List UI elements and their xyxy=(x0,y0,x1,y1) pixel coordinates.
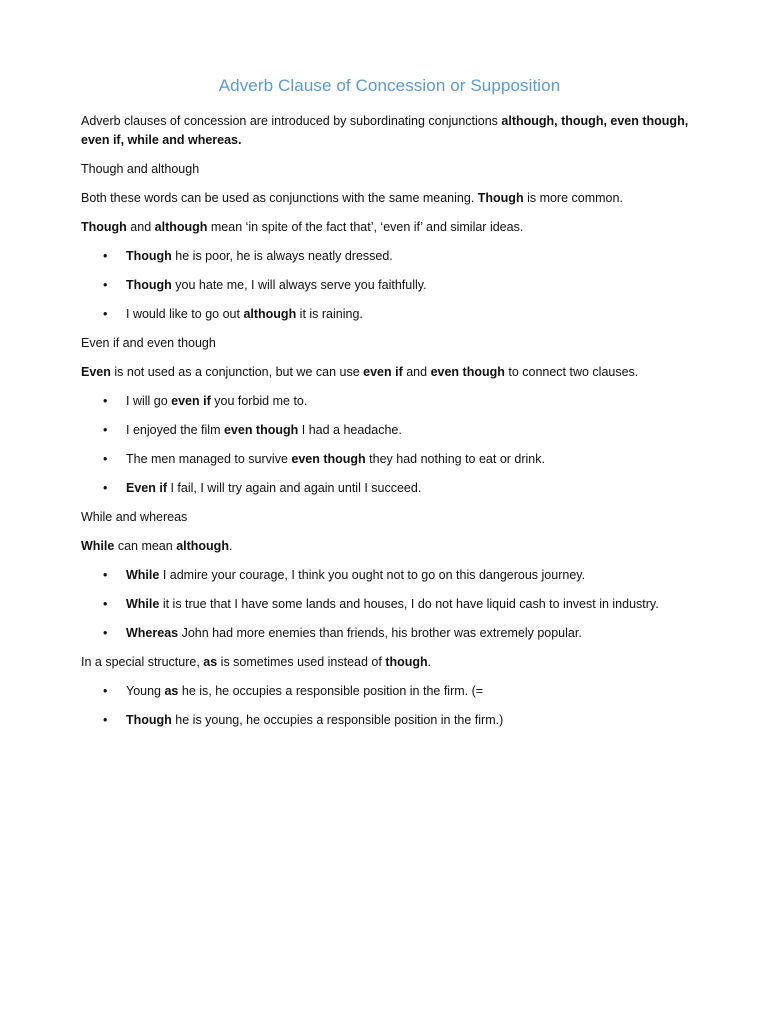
text-run: I will go xyxy=(126,394,172,408)
section-heading xyxy=(81,334,698,353)
bold-text: Though xyxy=(81,220,127,234)
bold-text: although xyxy=(176,539,229,553)
text-run: I would like to go out xyxy=(126,307,244,321)
bold-text: Though xyxy=(126,249,172,263)
list-item xyxy=(81,479,698,498)
list-item xyxy=(81,711,698,730)
bold-text: although, though, even though, even if, while and whereas. xyxy=(81,114,689,147)
list-item xyxy=(81,305,698,324)
bullet-list xyxy=(81,682,698,730)
text-run: I admire your courage, I think you ought not to go on this dangerous journey. xyxy=(159,568,586,582)
text-run: Though and although xyxy=(81,162,200,176)
list-item xyxy=(81,392,698,411)
bold-text: While xyxy=(126,597,160,611)
text-run: and xyxy=(126,220,155,234)
bold-text: While xyxy=(81,539,115,553)
paragraph xyxy=(81,189,698,208)
paragraph xyxy=(81,363,698,382)
text-run: they had nothing to eat or drink. xyxy=(365,452,545,466)
page-title: Adverb Clause of Concession or Supposition xyxy=(218,76,561,95)
text-run: In a special structure, xyxy=(81,655,204,669)
bold-text: although xyxy=(243,307,297,321)
text-run: John had more enemies than friends, his brother was extremely popular. xyxy=(178,626,582,640)
bullet-list xyxy=(81,392,698,498)
text-run: is sometimes used instead of xyxy=(217,655,386,669)
list-item xyxy=(81,247,698,266)
text-run: you forbid me to. xyxy=(210,394,308,408)
bold-text: Though xyxy=(126,278,172,292)
bold-text: even though xyxy=(291,452,366,466)
list-item xyxy=(81,421,698,440)
bold-text: Though xyxy=(477,191,524,205)
paragraph xyxy=(81,653,698,672)
text-run: . xyxy=(228,539,233,553)
bold-text: as xyxy=(203,655,218,669)
bold-text: Though xyxy=(126,713,172,727)
text-run: I fail, I will try again and again until I succeed. xyxy=(167,481,422,495)
list-item xyxy=(81,624,698,643)
text-run: I enjoyed the film xyxy=(126,423,224,437)
text-run: Both these words can be used as conjunctions with the same meaning. xyxy=(81,191,478,205)
bold-text: Whereas xyxy=(126,626,179,640)
document-body xyxy=(81,112,698,730)
text-run: . xyxy=(427,655,432,669)
text-run: I had a headache. xyxy=(298,423,402,437)
bullet-icon: • xyxy=(103,597,108,611)
section-heading xyxy=(81,160,698,179)
bold-text: even if xyxy=(363,365,403,379)
bullet-icon: • xyxy=(103,568,108,582)
text-run: he is young, he occupies a responsible position in the firm.) xyxy=(171,713,504,727)
text-run: he is poor, he is always neatly dressed. xyxy=(171,249,393,263)
bullet-icon: • xyxy=(103,684,108,698)
bold-text: even if xyxy=(171,394,211,408)
text-run: is not used as a conjunction, but we can use xyxy=(110,365,364,379)
text-run: The men managed to survive xyxy=(126,452,292,466)
bullet-icon: • xyxy=(103,394,108,408)
bold-text: While xyxy=(126,568,160,582)
text-run: Adverb clauses of concession are introduced by subordinating conjunctions xyxy=(81,114,502,128)
text-run: you hate me, I will always serve you faithfully. xyxy=(171,278,427,292)
bullet-icon: • xyxy=(103,452,108,466)
section-heading xyxy=(81,508,698,527)
bullet-list xyxy=(81,247,698,324)
bullet-icon: • xyxy=(103,423,108,437)
text-run: While and whereas xyxy=(81,510,188,524)
paragraph xyxy=(81,112,698,150)
bold-text: though xyxy=(385,655,428,669)
text-run: and xyxy=(402,365,431,379)
list-item xyxy=(81,595,698,614)
list-item xyxy=(81,450,698,469)
text-run: can mean xyxy=(114,539,177,553)
list-item xyxy=(81,682,698,701)
bold-text: as xyxy=(164,684,179,698)
text-run: mean ‘in spite of the fact that’, ‘even if’ and similar ideas. xyxy=(207,220,524,234)
bold-text: even though xyxy=(223,423,299,437)
bold-text: even though xyxy=(430,365,505,379)
text-run: it is raining. xyxy=(296,307,363,321)
paragraph xyxy=(81,537,698,556)
text-run: to connect two clauses. xyxy=(504,365,639,379)
bold-text: although xyxy=(154,220,208,234)
bold-text: Even xyxy=(81,365,111,379)
bullet-icon: • xyxy=(103,481,108,495)
list-item xyxy=(81,566,698,585)
paragraph xyxy=(81,218,698,237)
bullet-icon: • xyxy=(103,626,108,640)
bullet-icon: • xyxy=(103,307,108,321)
list-item xyxy=(81,276,698,295)
bullet-list xyxy=(81,566,698,643)
bullet-icon: • xyxy=(103,249,108,263)
text-run: is more common. xyxy=(523,191,623,205)
bullet-icon: • xyxy=(103,713,108,727)
text-run: Young xyxy=(126,684,165,698)
text-run: it is true that I have some lands and houses, I do not have liquid cash to invest in industry. xyxy=(159,597,659,611)
bullet-icon: • xyxy=(103,278,108,292)
text-run: Even if and even though xyxy=(81,336,216,350)
bold-text: Even if xyxy=(126,481,167,495)
text-run: he is, he occupies a responsible position in the firm. (= xyxy=(178,684,484,698)
